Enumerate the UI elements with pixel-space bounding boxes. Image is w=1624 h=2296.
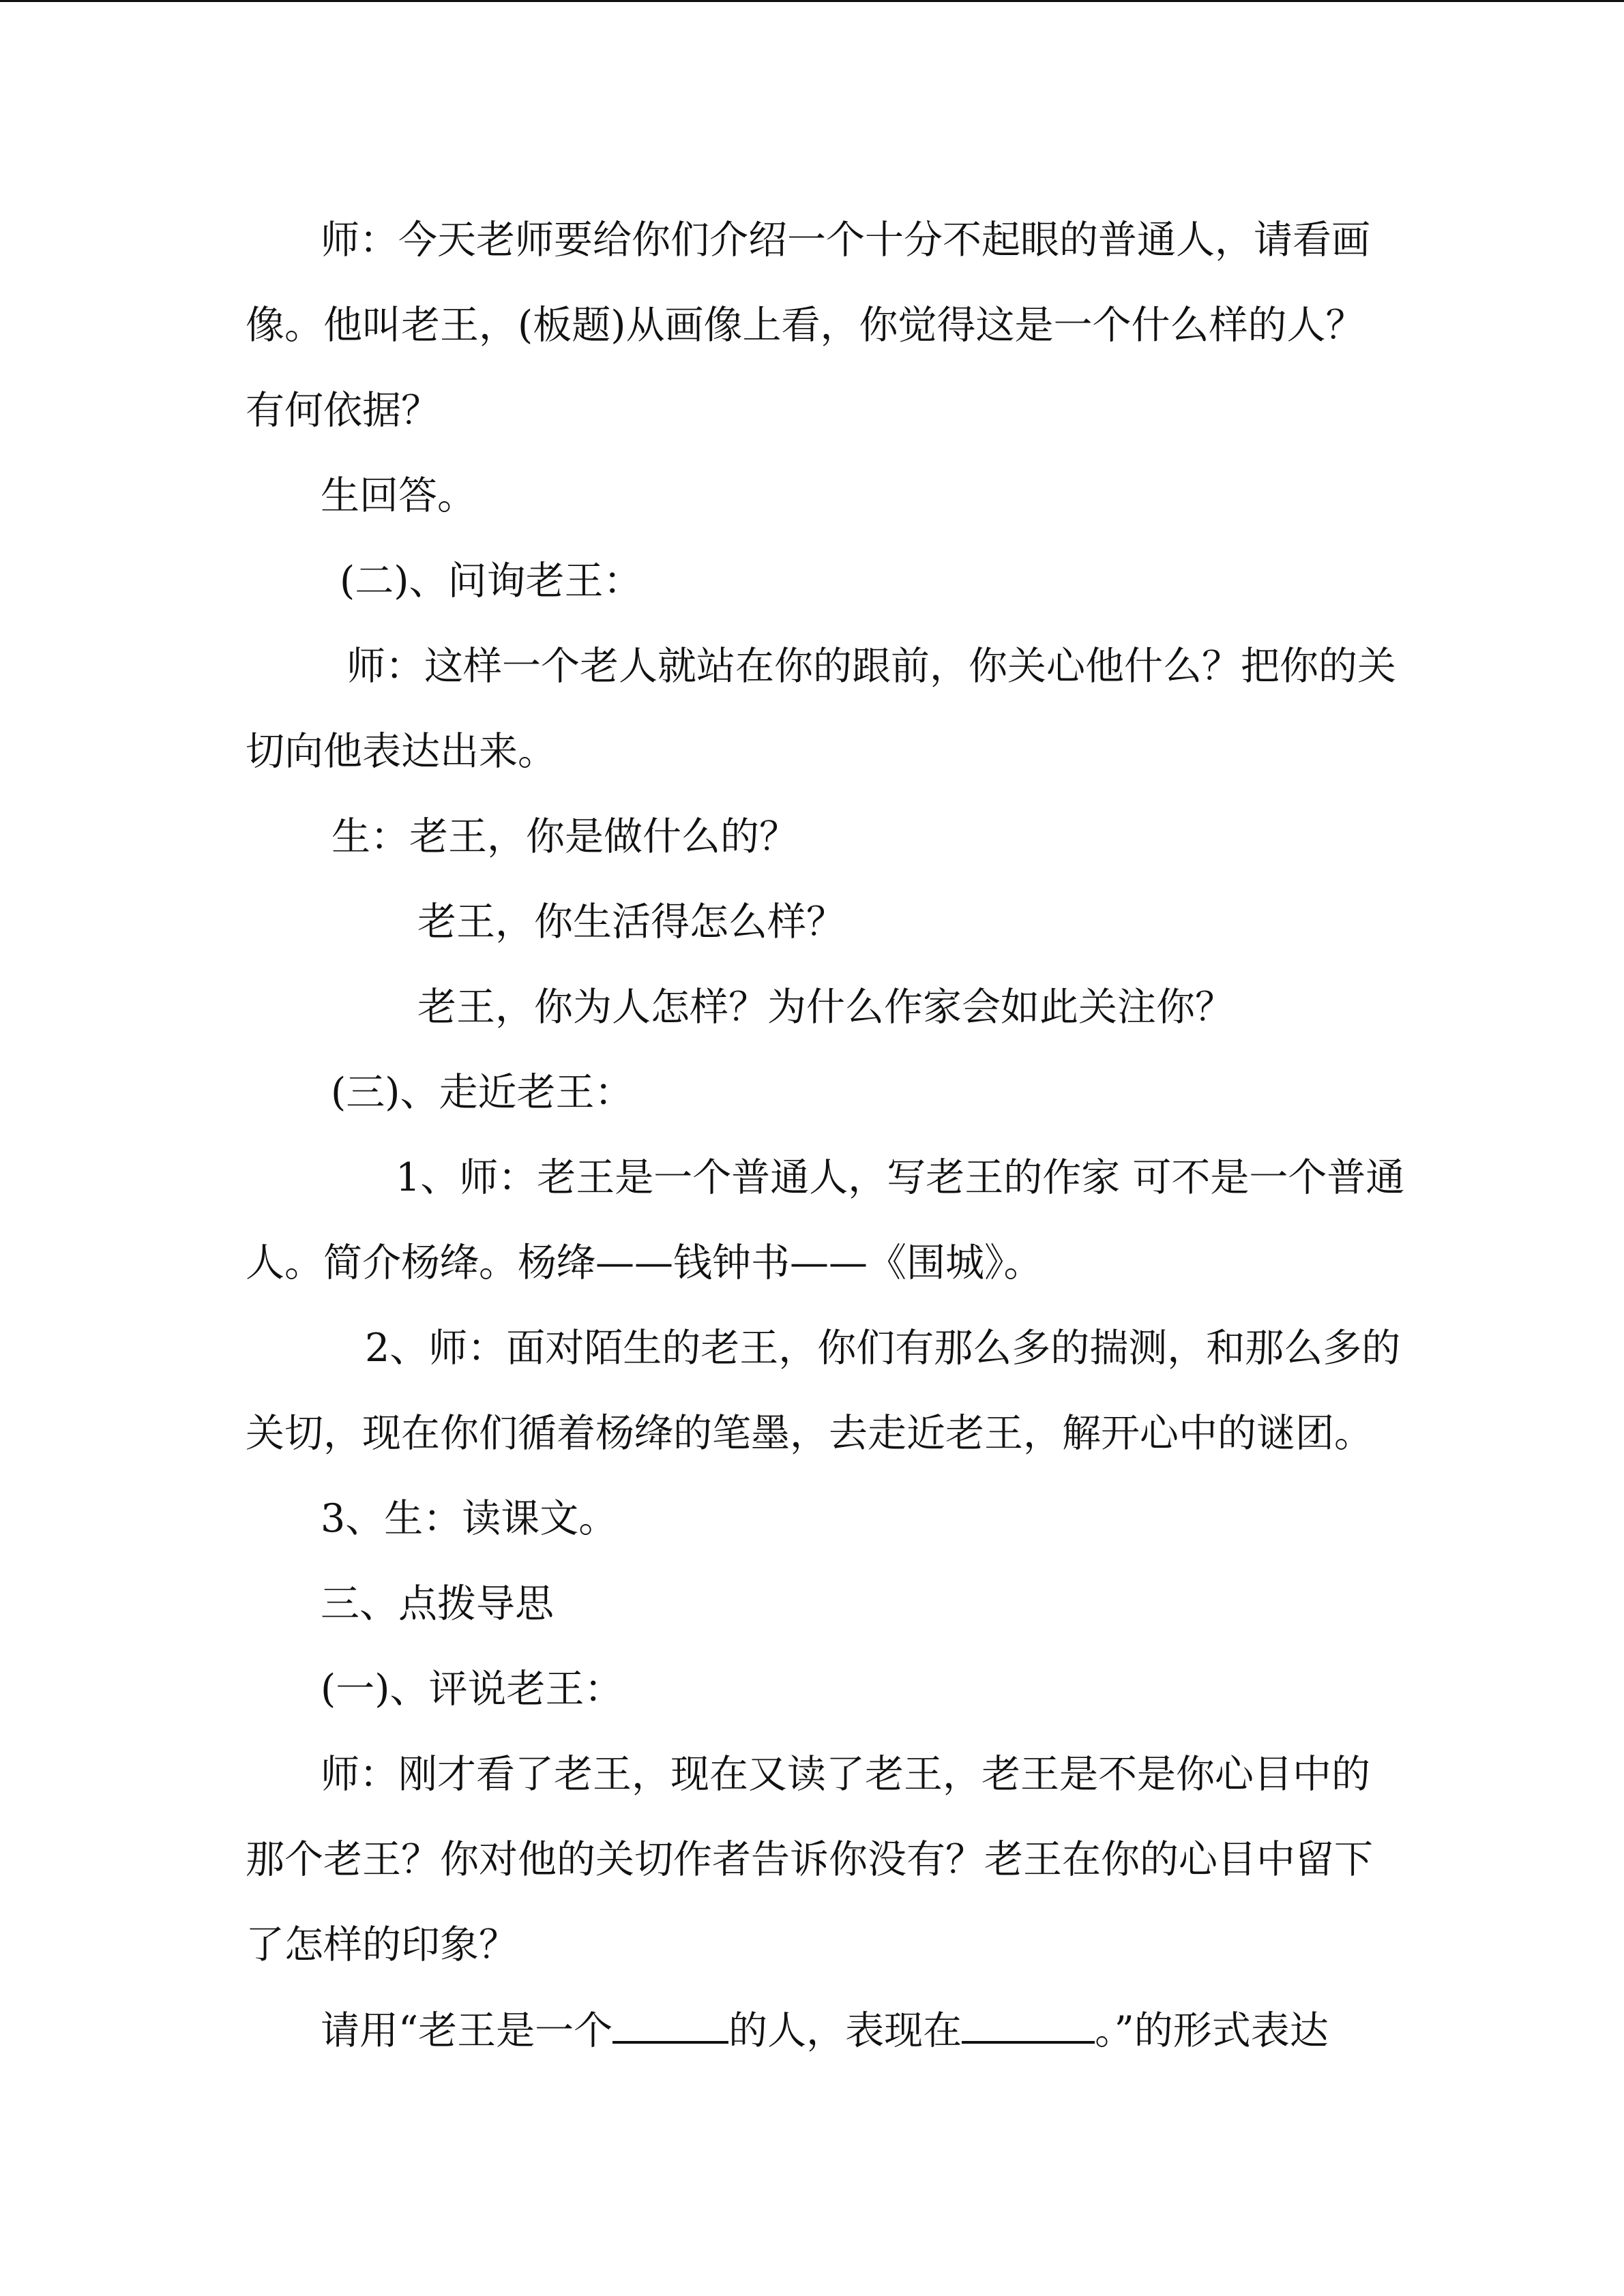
paragraph-line: 那个老王？你对他的关切作者告诉你没有？老王在你的心目中留下 xyxy=(246,1837,1373,1882)
paragraph-line: 像。他叫老王，(板题)从画像上看，你觉得这是一个什么样的人？ xyxy=(246,303,1365,348)
section-heading: 三、点拨导思 xyxy=(321,1581,554,1626)
section-heading: (一)、评说老王： xyxy=(321,1667,623,1712)
paragraph-line: 师：这样一个老人就站在你的跟前，你关心他什么？把你的关 xyxy=(346,644,1396,689)
paragraph-line: 2、师：面对陌生的老王，你们有那么多的揣测，和那么多的 xyxy=(365,1326,1401,1371)
paragraph-line: 有何依据？ xyxy=(246,388,440,433)
fill-text-part3: 。”的形式表达 xyxy=(1095,2008,1329,2053)
paragraph-line: 切向他表达出来。 xyxy=(246,729,557,774)
paragraph-line: 生回答。 xyxy=(321,473,476,518)
answer-blank-2 xyxy=(962,2003,1095,2044)
paragraph-line: 了怎样的印象？ xyxy=(246,1922,518,1967)
section-heading: (三)、走近老王： xyxy=(331,1070,634,1115)
paragraph-line: 关切，现在你们循着杨绛的笔墨，去走近老王，解开心中的谜团。 xyxy=(246,1411,1373,1456)
paragraph-line: 师：今天老师要给你们介绍一个十分不起眼的普通人，请看画 xyxy=(321,218,1370,263)
paragraph-line: 生：老王，你是做什么的？ xyxy=(331,814,798,859)
answer-blank-1 xyxy=(612,2003,728,2044)
paragraph-line: 人。简介杨绛。杨绛——钱钟书——《围城》。 xyxy=(246,1240,1043,1285)
paragraph-line: 1、师：老王是一个普通人，写老王的作家 可不是一个普通 xyxy=(396,1155,1405,1200)
paragraph-line: 老王，你为人怎样？为什么作家会如此关注你？ xyxy=(417,985,1234,1030)
fill-text-part2: 的人，表现在 xyxy=(728,2008,962,2053)
paragraph-line: 3、生：读课文。 xyxy=(321,1496,618,1541)
section-heading: (二)、问询老王： xyxy=(340,558,643,603)
fill-in-blank-line xyxy=(321,2003,1329,2057)
paragraph-line: 师：刚才看了老王，现在又读了老王，老王是不是你心目中的 xyxy=(321,1752,1370,1797)
paragraph-line: 老王，你生活得怎么样？ xyxy=(417,899,845,944)
fill-text-part1: 请用“老王是一个 xyxy=(321,2008,613,2053)
